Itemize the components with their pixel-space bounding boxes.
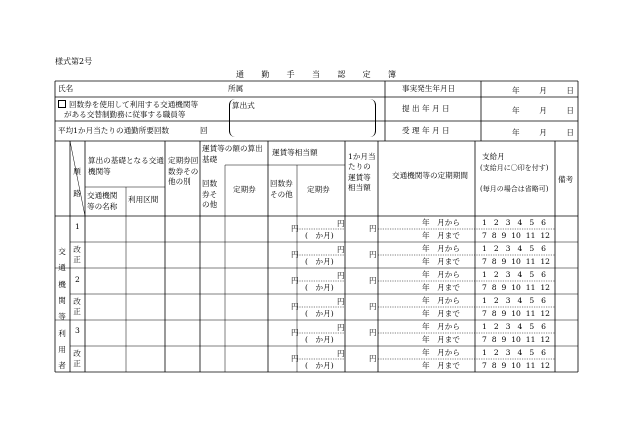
fare-coupon-yen: 円	[291, 250, 299, 259]
month-option[interactable]: 11	[525, 309, 536, 318]
month-option[interactable]: 5	[529, 270, 535, 279]
month-option[interactable]: 1	[482, 244, 487, 253]
period-header: 交通機関等の定期期間	[392, 171, 468, 180]
month-option[interactable]: 3	[505, 270, 511, 279]
fare-coupon-yen: 円	[291, 276, 299, 285]
date-day: 日	[566, 86, 574, 95]
side-label-char: 機	[58, 279, 66, 289]
fare-coupon-yen: 円	[291, 328, 299, 337]
payment-months-row1[interactable]	[482, 323, 546, 331]
payment-months-row2[interactable]	[482, 362, 550, 370]
month-option[interactable]: 11	[525, 283, 536, 292]
month-option[interactable]: 4	[517, 244, 523, 253]
monthly-yen: 円	[369, 224, 377, 233]
month-option[interactable]: 8	[491, 335, 497, 344]
period-from: 年 月から	[422, 244, 460, 253]
month-option[interactable]: 2	[493, 218, 499, 227]
equiv-pass-yen: 円	[337, 349, 345, 358]
equiv-pass-yen: 円	[337, 323, 345, 332]
checkbox-icon[interactable]	[58, 100, 66, 108]
month-option[interactable]: 10	[511, 309, 521, 318]
revised-char: 正	[73, 358, 81, 368]
month-option[interactable]: 2	[493, 270, 499, 279]
equiv-coupon-header: 回数券その他	[270, 179, 293, 199]
month-option[interactable]: 7	[482, 231, 487, 240]
month-option[interactable]: 9	[501, 361, 507, 370]
fare-group-header: 運賃等の額の算出基礎	[202, 144, 263, 164]
month-option[interactable]: 6	[541, 348, 546, 357]
row-number: 2	[75, 275, 80, 284]
commuter-pass-header: 定期券回数券その他の別	[168, 156, 199, 187]
basis-name-header: 交通機関等の名称	[87, 191, 118, 211]
date-day: 日	[566, 128, 574, 137]
per-months: ( か月)	[305, 309, 334, 318]
payment-months-row1[interactable]	[482, 245, 546, 253]
submit-date-value	[512, 105, 574, 116]
side-label-char: 用	[58, 345, 66, 355]
month-option[interactable]: 2	[493, 244, 499, 253]
payment-months-row1[interactable]	[482, 271, 546, 279]
form-number: 様式第2号	[55, 57, 93, 66]
month-option[interactable]: 3	[505, 244, 511, 253]
month-option[interactable]: 11	[525, 231, 536, 240]
month-option[interactable]: 6	[541, 322, 546, 331]
month-option[interactable]: 4	[517, 296, 523, 305]
month-option[interactable]: 12	[540, 231, 550, 240]
per-months: ( か月)	[305, 361, 334, 370]
remarks-header: 備考	[558, 175, 574, 184]
month-option[interactable]: 2	[493, 322, 499, 331]
calc-label: 算出式	[232, 101, 255, 110]
submit-date-label: 提 出 年 月 日	[402, 104, 450, 113]
title-char: 定	[362, 70, 371, 79]
title-char: 勤	[261, 70, 270, 79]
receive-date-value	[512, 127, 574, 138]
route-char: 順	[73, 167, 81, 176]
equiv-pass-header: 定期券	[307, 185, 330, 194]
month-option[interactable]: 1	[482, 270, 487, 279]
payment-month-header: 支給月	[482, 152, 505, 161]
fare-coupon-yen: 円	[291, 302, 299, 311]
month-option[interactable]: 7	[482, 309, 487, 318]
date-month: 月	[539, 128, 547, 137]
period-to: 年 月まで	[422, 335, 460, 344]
month-option[interactable]: 10	[511, 231, 521, 240]
fare-coupon-header: 回数券その他	[202, 179, 218, 210]
event-date-label: 事実発生年月日	[402, 84, 456, 93]
per-months: ( か月)	[305, 335, 334, 344]
monthly-yen: 円	[369, 250, 377, 259]
month-option[interactable]: 8	[491, 361, 497, 370]
revised-char: 改	[73, 349, 81, 358]
month-option[interactable]: 12	[540, 309, 550, 318]
revised-char: 正	[73, 254, 81, 264]
receive-date-label: 受 理 年 月 日	[402, 126, 450, 135]
payment-months-row2[interactable]	[482, 310, 550, 318]
period-to: 年 月まで	[422, 361, 460, 370]
month-option[interactable]: 9	[501, 335, 507, 344]
route-char: 路	[73, 188, 81, 198]
month-option[interactable]: 8	[491, 257, 497, 266]
per-months: ( か月)	[305, 257, 334, 266]
side-label-char: 通	[58, 263, 66, 273]
month-option[interactable]: 6	[541, 296, 546, 305]
side-label-char: 利	[58, 328, 66, 338]
month-option[interactable]: 5	[529, 244, 535, 253]
payment-months-row1[interactable]	[482, 349, 546, 357]
payment-months-row2[interactable]	[482, 232, 550, 240]
month-option[interactable]: 5	[529, 322, 535, 331]
month-option[interactable]: 4	[517, 218, 523, 227]
period-to: 年 月まで	[422, 257, 460, 266]
equiv-pass-yen: 円	[337, 245, 345, 254]
month-option[interactable]: 1	[482, 322, 487, 331]
per-months: ( か月)	[305, 283, 334, 292]
month-option[interactable]: 9	[501, 309, 507, 318]
revised-label	[71, 298, 83, 315]
month-option[interactable]: 3	[505, 218, 511, 227]
basis-group-header: 算出の基礎となる交通機関等	[88, 156, 164, 176]
period-from: 年 月から	[422, 218, 460, 227]
month-option[interactable]: 5	[529, 296, 535, 305]
per-months: ( か月)	[305, 231, 334, 240]
period-from: 年 月から	[422, 322, 460, 331]
month-option[interactable]: 9	[501, 231, 507, 240]
date-year: 年	[512, 106, 520, 115]
checkbox-line2: がある交替制勤務に従事する職員等	[64, 110, 186, 119]
side-label	[56, 248, 68, 370]
dept-label: 所属	[228, 84, 244, 93]
month-option[interactable]: 6	[541, 270, 546, 279]
month-option[interactable]: 7	[482, 335, 487, 344]
month-option[interactable]: 4	[517, 348, 523, 357]
avg-unit: 回	[200, 126, 208, 135]
month-option[interactable]: 7	[482, 257, 487, 266]
payment-note1: (支給月に〇印を付す)	[480, 164, 549, 172]
period-to: 年 月まで	[422, 283, 460, 292]
side-label-char: 関	[58, 296, 66, 306]
revised-label	[71, 350, 83, 367]
date-month: 月	[539, 106, 547, 115]
revised-label	[71, 246, 83, 263]
monthly-yen: 円	[369, 328, 377, 337]
row-number: 3	[75, 326, 80, 335]
month-option[interactable]: 2	[493, 296, 499, 305]
title-char: 手	[286, 70, 295, 79]
monthly-yen: 円	[369, 354, 377, 363]
date-day: 日	[566, 106, 574, 115]
revised-char: 改	[73, 297, 81, 306]
month-option[interactable]: 9	[501, 283, 507, 292]
month-option[interactable]: 12	[540, 257, 550, 266]
revised-char: 改	[73, 245, 81, 254]
period-from: 年 月から	[422, 296, 460, 305]
month-option[interactable]: 5	[529, 218, 535, 227]
monthly-yen: 円	[369, 302, 377, 311]
month-option[interactable]: 8	[491, 309, 497, 318]
payment-months-row2[interactable]	[482, 336, 550, 344]
month-option[interactable]: 10	[511, 335, 521, 344]
payment-months-row2[interactable]	[482, 284, 550, 292]
month-option[interactable]: 1	[482, 218, 487, 227]
month-option[interactable]: 8	[491, 231, 497, 240]
basis-section-header: 利用区間	[128, 195, 159, 204]
side-label-char: 者	[58, 361, 66, 371]
month-option[interactable]: 7	[482, 283, 487, 292]
payment-months-row2[interactable]	[482, 258, 550, 266]
revised-char: 正	[73, 306, 81, 316]
month-option[interactable]: 4	[517, 322, 523, 331]
month-option[interactable]: 11	[525, 361, 536, 370]
route-header	[71, 168, 83, 197]
date-month: 月	[539, 86, 547, 95]
payment-months-row1[interactable]	[482, 297, 546, 305]
row-number: 1	[75, 222, 80, 231]
month-option[interactable]: 3	[505, 296, 511, 305]
period-to: 年 月まで	[422, 309, 460, 318]
month-option[interactable]: 5	[529, 348, 535, 357]
month-option[interactable]: 6	[541, 218, 546, 227]
event-date-value	[512, 85, 574, 96]
period-to: 年 月まで	[422, 231, 460, 240]
fare-coupon-yen: 円	[291, 354, 299, 363]
month-option[interactable]: 8	[491, 283, 497, 292]
date-year: 年	[512, 128, 520, 137]
month-option[interactable]: 3	[505, 322, 511, 331]
month-option[interactable]: 9	[501, 257, 507, 266]
title-char: 簿	[387, 70, 396, 79]
title-char: 通	[236, 70, 244, 79]
equiv-pass-yen: 円	[337, 297, 345, 306]
month-option[interactable]: 11	[525, 335, 536, 344]
checkbox-row[interactable]	[58, 100, 198, 109]
month-option[interactable]: 6	[541, 244, 546, 253]
period-from: 年 月から	[422, 348, 460, 357]
month-option[interactable]: 4	[517, 270, 523, 279]
checkbox-line1: 回数券を使用して利用する交通機関等	[69, 100, 199, 109]
payment-months-row1[interactable]	[482, 219, 546, 227]
month-option[interactable]: 2	[493, 348, 499, 357]
month-option[interactable]: 12	[540, 361, 550, 370]
date-year: 年	[512, 86, 520, 95]
avg-label: 平均1か月当たりの通勤所要回数	[58, 126, 170, 135]
month-option[interactable]: 3	[505, 348, 511, 357]
title-char: 当	[311, 70, 320, 79]
month-option[interactable]: 12	[540, 335, 550, 344]
payment-note2: (毎月の場合は省略可)	[480, 185, 549, 193]
monthly-yen: 円	[369, 276, 377, 285]
monthly-header: 1か月当たりの運賃等相当額	[348, 152, 376, 192]
name-label: 氏名	[58, 84, 74, 93]
equiv-pass-yen: 円	[337, 271, 345, 280]
month-option[interactable]: 10	[511, 361, 521, 370]
month-option[interactable]: 1	[482, 296, 487, 305]
month-option[interactable]: 11	[525, 257, 536, 266]
side-label-char: 交	[58, 247, 66, 256]
month-option[interactable]: 10	[511, 283, 521, 292]
title-char: 認	[337, 70, 346, 79]
month-option[interactable]: 12	[540, 283, 550, 292]
fare-coupon-yen: 円	[291, 224, 299, 233]
month-option[interactable]: 7	[482, 361, 487, 370]
month-option[interactable]: 10	[511, 257, 521, 266]
period-from: 年 月から	[422, 270, 460, 279]
equiv-pass-yen: 円	[337, 219, 345, 228]
side-label-char: 等	[58, 312, 66, 322]
month-option[interactable]: 1	[482, 348, 487, 357]
fare-pass-header: 定期券	[233, 185, 256, 194]
fare-equiv-header: 運賃等相当額	[272, 148, 318, 157]
